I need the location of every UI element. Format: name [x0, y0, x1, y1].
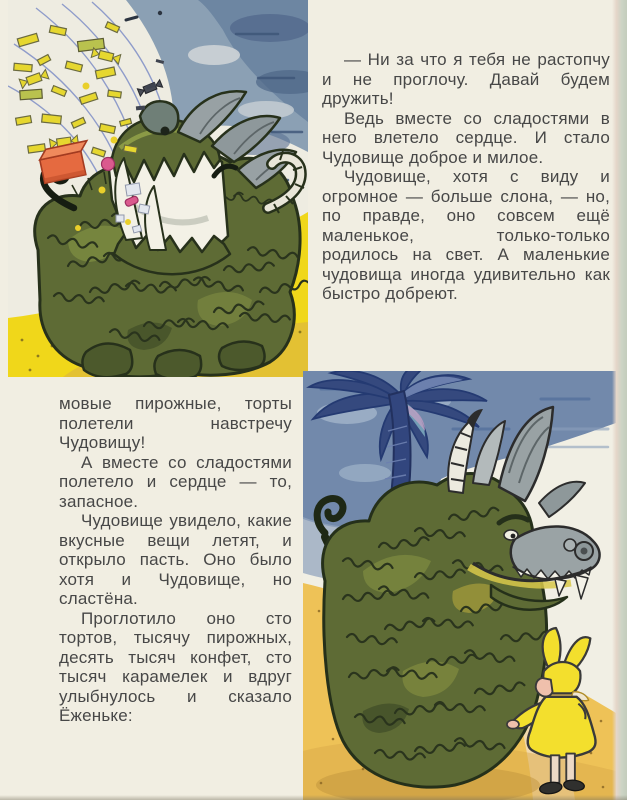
illustration-monster-eating-sweets [8, 0, 308, 377]
paragraph: Чудовище увидело, какие вкусные вещи летят, и открыло пасть. Оно было хотя и Чудовище, но сластёна. [59, 511, 292, 608]
paragraph: Ведь вместе со сладостями в него влетело сердце. И стало Чудовище доброе и милое. [322, 108, 610, 167]
page-edge-shadow [612, 0, 627, 800]
paragraph: Проглотило оно сто тортов, тысячу пирожных, десять тысяч конфет, сто тысяч карамелек и вдруг улыбнулось и сказало Ёженьке: [59, 608, 292, 725]
text-column-bottom-left [59, 394, 292, 726]
text-column-top-right [322, 50, 610, 304]
illustration-monster-and-girl [303, 371, 616, 800]
paragraph: мовые пирожные, торты полетели навстречу Чудовищу! [59, 394, 292, 452]
page-bottom-shadow [0, 795, 627, 800]
paragraph: — Ни за что я тебя не растопчу и не проглочу. Давай будем дружить! [322, 50, 610, 108]
monster-mouth [108, 118, 230, 274]
paragraph: А вместе со сладостями полетело и сердце — то, запасное. [59, 452, 292, 511]
paragraph: Чудовище, хотя с виду и огромное — больше слона, — но, по правде, оно совсем ещё маленькое, только-только родилось на свет. А маленькие чудовища иногда удивительно как быстро добреют. [322, 167, 610, 303]
